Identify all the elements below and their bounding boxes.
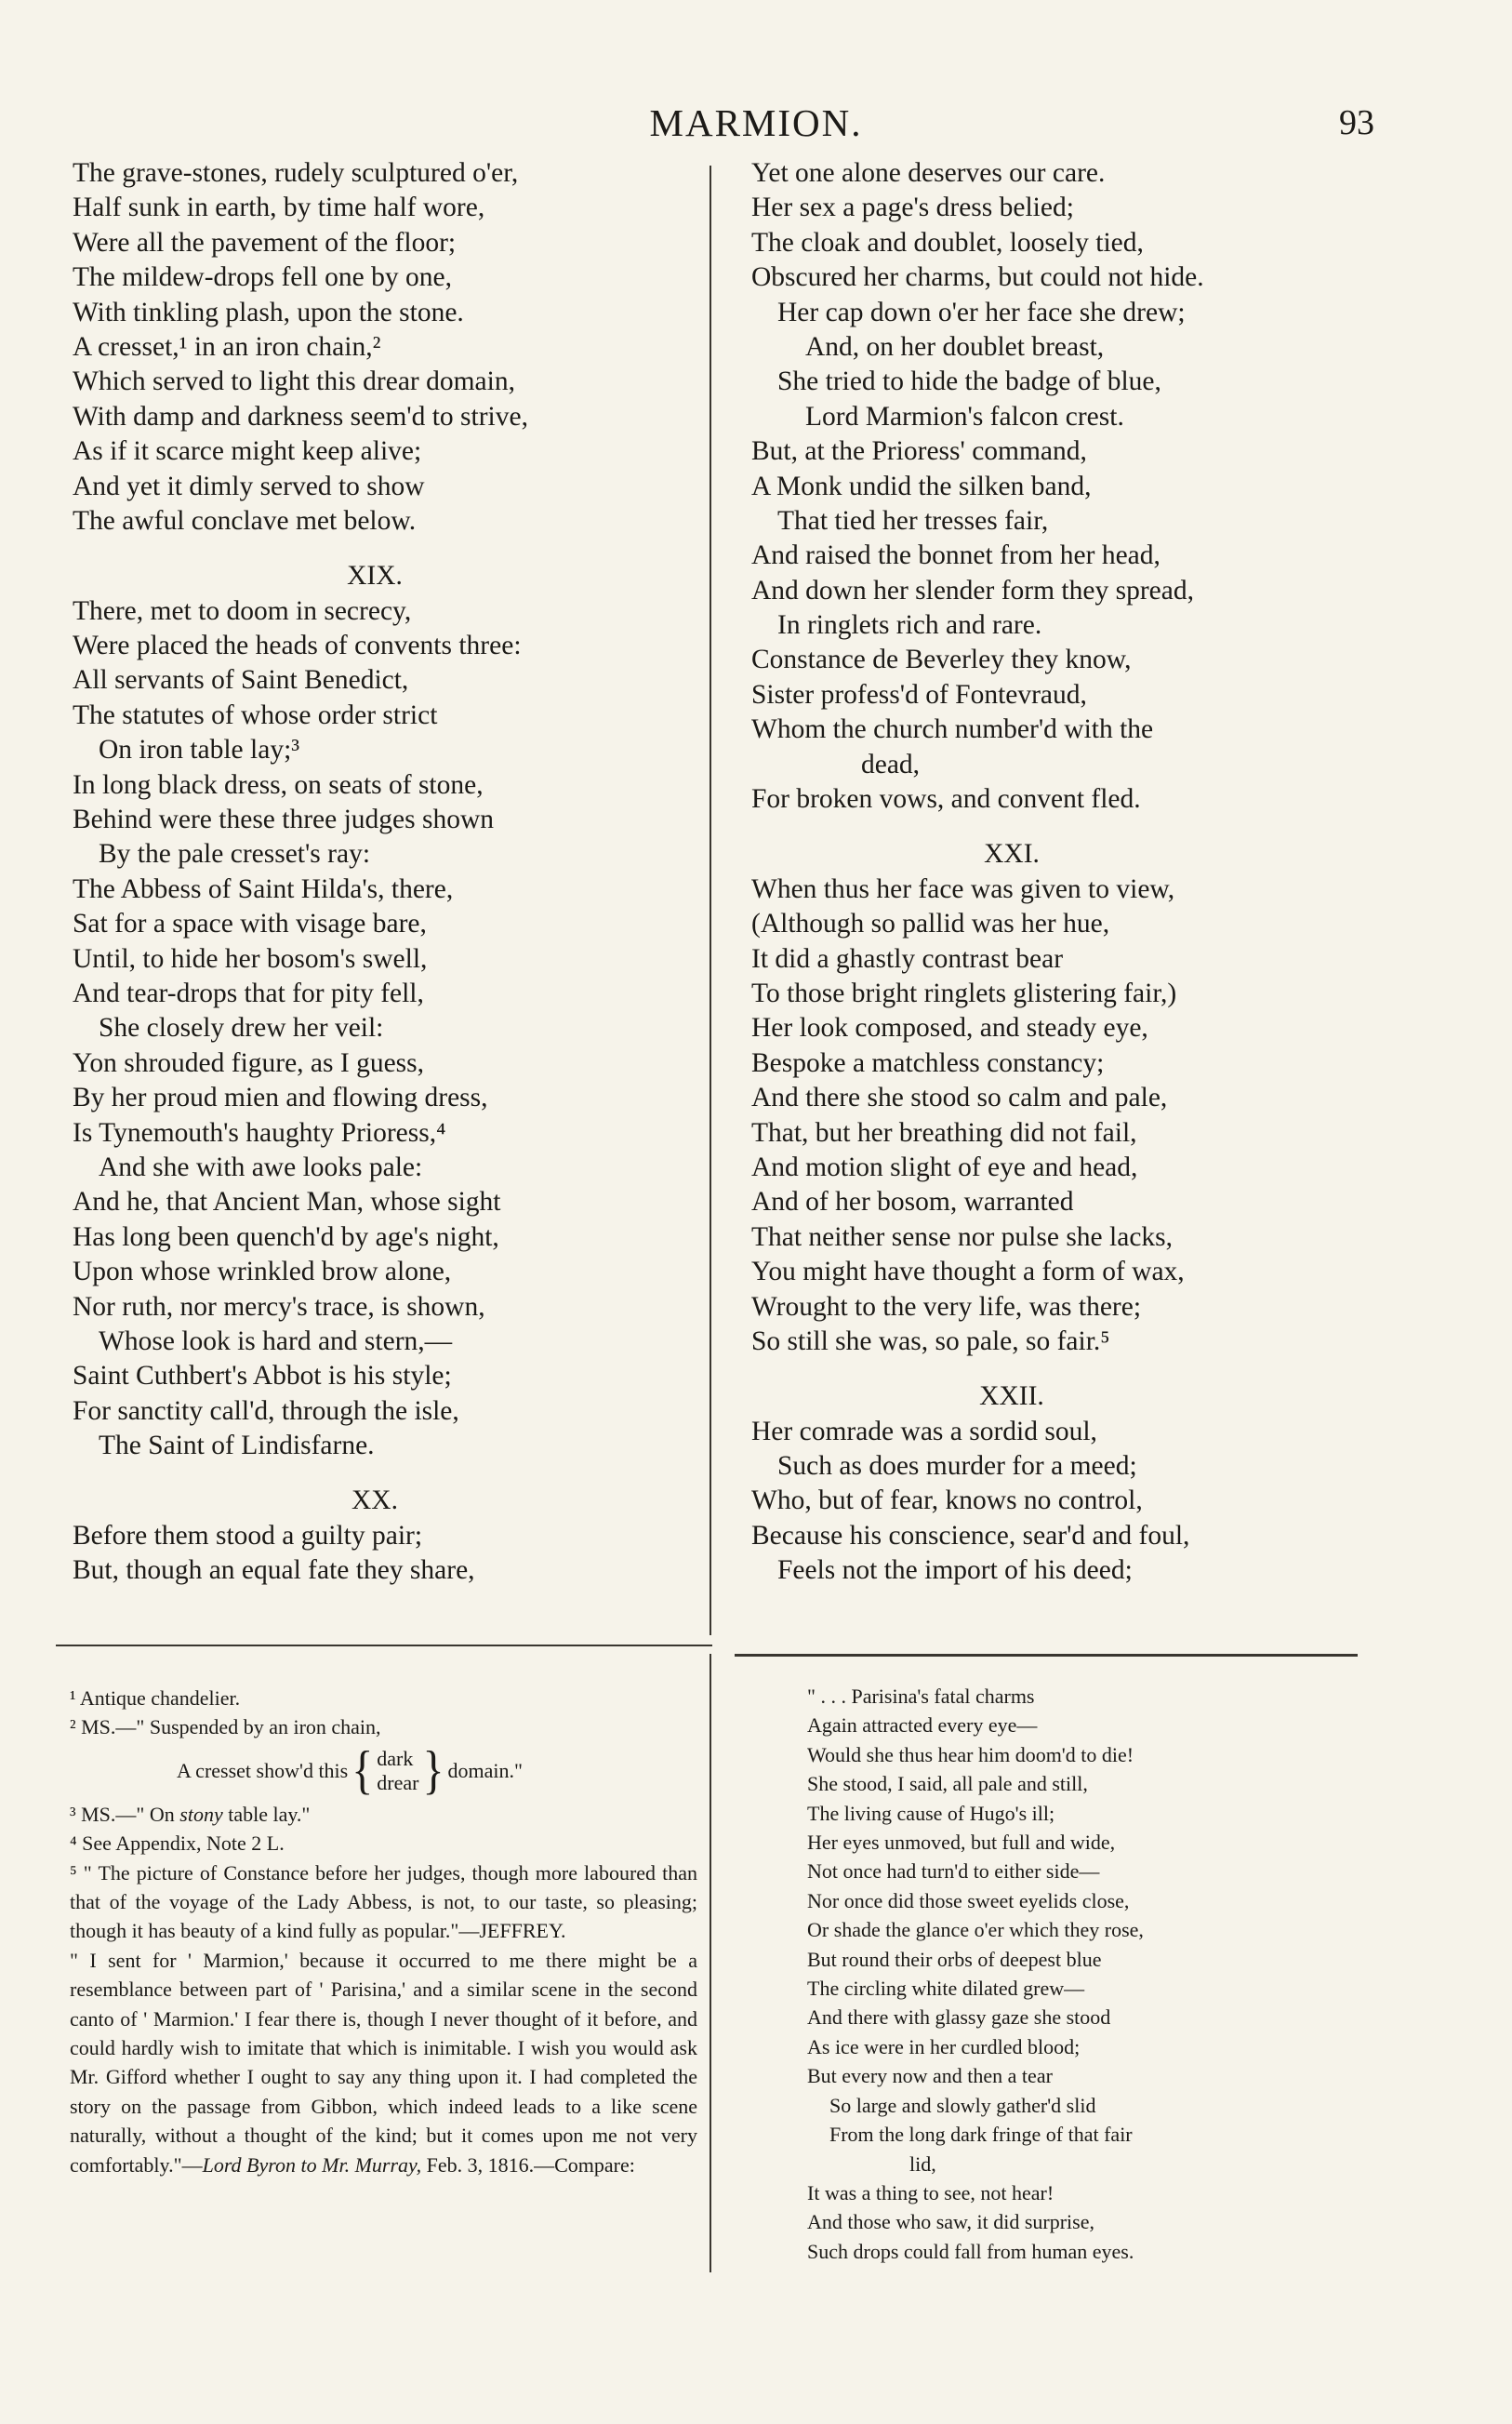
variant-option-dark: dark bbox=[377, 1746, 414, 1770]
footnote-rule-right bbox=[735, 1654, 1358, 1657]
quote-line: She stood, I said, all pale and still, bbox=[807, 1772, 1088, 1796]
verse-line: Half sunk in earth, by time half wore, bbox=[73, 193, 485, 223]
quote-line: Nor once did those sweet eyelids close, bbox=[807, 1888, 1130, 1912]
verse-line: Whose look is hard and stern,— bbox=[99, 1325, 453, 1356]
verse-line: She tried to hide the badge of blue, bbox=[777, 366, 1161, 397]
verse-line: The awful conclave met below. bbox=[73, 505, 417, 536]
verse-line: Her look composed, and steady eye, bbox=[751, 1013, 1148, 1044]
verse-line: With damp and darkness seem'd to strive, bbox=[73, 401, 528, 432]
verse-line: Whom the church number'd with the bbox=[751, 714, 1154, 745]
running-title: MARMION. bbox=[649, 101, 863, 144]
verse-line: As if it scarce might keep alive; bbox=[73, 436, 422, 467]
verse-line: And motion slight of eye and head, bbox=[751, 1152, 1138, 1182]
verse-line: Behind were these three judges shown bbox=[73, 805, 495, 835]
verse-line: But, at the Prioress' command, bbox=[751, 436, 1087, 467]
stanza-xxii bbox=[751, 1415, 1272, 1589]
verse-line: Has long been quench'd by age's night, bbox=[73, 1221, 499, 1252]
footnote-2-variant bbox=[70, 1742, 697, 1800]
quote-line: But every now and then a tear bbox=[807, 2064, 1053, 2088]
byron-letter-attribution: Lord Byron to Mr. Murray, bbox=[202, 2152, 422, 2177]
quote-line: But round their orbs of deepest blue bbox=[807, 1947, 1102, 1971]
verse-line: Her cap down o'er her face she drew; bbox=[777, 297, 1186, 327]
footnote-rule-left bbox=[56, 1645, 712, 1646]
footnote-3-suffix: table lay." bbox=[222, 1802, 311, 1826]
verse-line: Who, but of fear, knows no control, bbox=[751, 1485, 1143, 1516]
verse-line: And he, that Ancient Man, whose sight bbox=[73, 1187, 501, 1218]
verse-line: You might have thought a form of wax, bbox=[751, 1257, 1185, 1287]
verse-line: And yet it dimly served to show bbox=[73, 471, 425, 501]
verse-line: A Monk undid the silken band, bbox=[751, 471, 1092, 501]
stanza-xx bbox=[73, 1519, 677, 1589]
footnote-3-prefix: ³ MS.—" On bbox=[70, 1802, 180, 1826]
verse-line: She closely drew her veil: bbox=[99, 1013, 384, 1044]
variant-options bbox=[377, 1747, 418, 1795]
quote-line: Or shade the glance o'er which they rose, bbox=[807, 1918, 1144, 1942]
stanza-xxi bbox=[751, 872, 1272, 1359]
verse-line: It did a ghastly contrast bear bbox=[751, 943, 1064, 974]
quote-line: Not once had turn'd to either side— bbox=[807, 1859, 1100, 1884]
canto-heading-xxii: XXII. bbox=[979, 1381, 1044, 1412]
footnote-2: ² MS.—" Suspended by an iron chain, bbox=[70, 1715, 381, 1739]
verse-line: Because his conscience, sear'd and foul, bbox=[751, 1520, 1190, 1551]
verse-line: Until, to hide her bosom's swell, bbox=[73, 943, 428, 974]
footnote-3 bbox=[70, 1800, 697, 1829]
verse-line: And there she stood so calm and pale, bbox=[751, 1083, 1168, 1113]
verse-line: Feels not the import of his deed; bbox=[777, 1555, 1133, 1586]
footnote-5: ⁵ " The picture of Constance before her judges, though more laboured than that of the voyage of the Lady Abbess, is not, to our taste, so pleasing; though it has beauty of a kind fully as popular."—JEFFREY. bbox=[70, 1860, 697, 1943]
verse-line: And tear-drops that for pity fell, bbox=[73, 978, 424, 1008]
verse-line: To those bright ringlets glistering fair,) bbox=[751, 978, 1177, 1008]
verse-line: Wrought to the very life, was there; bbox=[751, 1291, 1142, 1322]
footnotes-right-parisina-quote bbox=[807, 1682, 1328, 2266]
footnote-4: ⁴ See Appendix, Note 2 L. bbox=[70, 1831, 285, 1856]
verse-line: That, but her breathing did not fail, bbox=[751, 1117, 1137, 1148]
column-divider bbox=[710, 166, 711, 1635]
poem-right-column bbox=[751, 156, 1272, 1589]
byron-letter-date: Feb. 3, 1816.—Compare: bbox=[421, 2152, 635, 2177]
quote-line: Her eyes unmoved, but full and wide, bbox=[807, 1831, 1116, 1855]
verse-line: (Although so pallid was her hue, bbox=[751, 909, 1110, 939]
verse-line: The cloak and doublet, loosely tied, bbox=[751, 227, 1144, 258]
verse-line: A cresset,¹ in an iron chain,² bbox=[73, 331, 381, 362]
stanza-xx-cont bbox=[751, 156, 1272, 817]
verse-line: All servants of Saint Benedict, bbox=[73, 665, 409, 696]
verse-line: Her sex a page's dress belied; bbox=[751, 193, 1074, 223]
verse-line: On iron table lay;³ bbox=[99, 735, 300, 766]
right-brace: } bbox=[422, 1740, 444, 1801]
variant-text-a: A cresset show'd this bbox=[177, 1759, 349, 1783]
verse-line: For sanctity call'd, through the isle, bbox=[73, 1395, 459, 1426]
verse-line: With tinkling plash, upon the stone. bbox=[73, 297, 464, 327]
quote-line: The circling white dilated grew— bbox=[807, 1977, 1085, 2001]
verse-line: The Saint of Lindisfarne. bbox=[99, 1431, 375, 1461]
quote-line: The living cause of Hugo's ill; bbox=[807, 1801, 1055, 1825]
verse-line: Bespoke a matchless constancy; bbox=[751, 1047, 1105, 1078]
quote-line: " . . . Parisina's fatal charms bbox=[807, 1685, 1035, 1708]
left-brace: { bbox=[351, 1740, 374, 1801]
verse-line: In long black dress, on seats of stone, bbox=[73, 769, 484, 800]
quote-line: Again attracted every eye— bbox=[807, 1713, 1038, 1738]
verse-line: And, on her doublet breast, bbox=[805, 331, 1105, 362]
verse-line: Were all the pavement of the floor; bbox=[73, 227, 457, 258]
quote-line: As ice were in her curdled blood; bbox=[807, 2034, 1081, 2058]
verse-line: There, met to doom in secrecy, bbox=[73, 595, 412, 626]
byron-letter-text: " I sent for ' Marmion,' because it occurred to me there might be a resemblance between part of ' Parisina,' and a similar scene in the second canto of ' Marmion.' I fear there is, though I never thought of it before, and could hardly wish to imitate that which is inimitable. I wish you would ask Mr. Gifford whether I ought to say any thing upon it. I had completed the story on the passage from Gibbon, which indeed leads to a like scene naturally, without a thought of the kind; but it comes upon me not very comfortably."— bbox=[70, 1948, 697, 2177]
verse-line: Saint Cuthbert's Abbot is his style; bbox=[73, 1361, 452, 1392]
canto-heading-xix: XIX. bbox=[347, 561, 403, 592]
verse-line: So still she was, so pale, so fair.⁵ bbox=[751, 1325, 1110, 1356]
verse-line: Upon whose wrinkled brow alone, bbox=[73, 1257, 452, 1287]
verse-line: And of her bosom, warranted bbox=[751, 1187, 1074, 1218]
footnote-3-emphasis: stony bbox=[179, 1802, 223, 1826]
verse-line: Sat for a space with visage bare, bbox=[73, 909, 427, 939]
verse-line: By her proud mien and flowing dress, bbox=[73, 1083, 488, 1113]
poem-left-column bbox=[73, 156, 677, 1589]
verse-line: Her comrade was a sordid soul, bbox=[751, 1416, 1097, 1446]
canto-heading-xx: XX. bbox=[351, 1485, 398, 1516]
verse-line: dead, bbox=[861, 749, 921, 779]
verse-line: The grave-stones, rudely sculptured o'er, bbox=[73, 158, 519, 188]
stanza-xix bbox=[73, 594, 677, 1464]
footnote-5-byron-letter bbox=[70, 1946, 697, 2179]
verse-line: In ringlets rich and rare. bbox=[777, 610, 1042, 641]
verse-line: The statutes of whose order strict bbox=[73, 699, 438, 730]
quote-line: And there with glassy gaze she stood bbox=[807, 2005, 1111, 2030]
quote-line: And those who saw, it did surprise, bbox=[807, 2210, 1094, 2234]
verse-line: Sister profess'd of Fontevraud, bbox=[751, 679, 1087, 710]
verse-line: Yon shrouded figure, as I guess, bbox=[73, 1047, 425, 1078]
verse-line: And down her slender form they spread, bbox=[751, 575, 1194, 606]
quote-line: So large and slowly gather'd slid bbox=[829, 2093, 1096, 2117]
verse-line: Constance de Beverley they know, bbox=[751, 645, 1132, 675]
verse-line: But, though an equal fate they share, bbox=[73, 1555, 475, 1586]
verse-line: Before them stood a guilty pair; bbox=[73, 1520, 423, 1551]
verse-line: And raised the bonnet from her head, bbox=[751, 540, 1161, 571]
verse-line: That neither sense nor pulse she lacks, bbox=[751, 1221, 1174, 1252]
verse-line: Is Tynemouth's haughty Prioress,⁴ bbox=[73, 1117, 446, 1148]
quote-line: It was a thing to see, not hear! bbox=[807, 2180, 1054, 2204]
verse-line: Such as does murder for a meed; bbox=[777, 1451, 1137, 1482]
stanza-xviii-end bbox=[73, 156, 677, 539]
verse-line: Nor ruth, nor mercy's trace, is shown, bbox=[73, 1291, 485, 1322]
verse-line: Were placed the heads of convents three: bbox=[73, 631, 522, 661]
variant-text-b: domain." bbox=[447, 1759, 523, 1783]
verse-line: When thus her face was given to view, bbox=[751, 873, 1175, 904]
verse-line: That tied her tresses fair, bbox=[777, 505, 1049, 536]
quote-line: Would she thus hear him doom'd to die! bbox=[807, 1742, 1134, 1766]
verse-line: Obscured her charms, but could not hide. bbox=[751, 262, 1204, 293]
quote-line: Such drops could fall from human eyes. bbox=[807, 2239, 1134, 2263]
verse-line: Lord Marmion's falcon crest. bbox=[805, 401, 1124, 432]
verse-line: Which served to light this drear domain, bbox=[73, 366, 515, 397]
footnote-divider bbox=[710, 1654, 711, 2272]
verse-line: And she with awe looks pale: bbox=[99, 1152, 423, 1182]
verse-line: By the pale cresset's ray: bbox=[99, 839, 371, 870]
footnotes-left bbox=[70, 1684, 697, 2179]
variant-option-drear: drear bbox=[377, 1770, 419, 1794]
verse-line: Yet one alone deserves our care. bbox=[751, 158, 1106, 188]
quote-line: From the long dark fringe of that fair bbox=[829, 2123, 1133, 2147]
footnote-1: ¹ Antique chandelier. bbox=[70, 1686, 241, 1710]
page-header bbox=[0, 100, 1512, 149]
verse-line: The Abbess of Saint Hilda's, there, bbox=[73, 873, 454, 904]
verse-line: The mildew-drops fell one by one, bbox=[73, 262, 452, 293]
verse-line: For broken vows, and convent fled. bbox=[751, 784, 1141, 815]
page-number: 93 bbox=[1339, 103, 1374, 142]
canto-heading-xxi: XXI. bbox=[984, 839, 1040, 870]
quote-line: lid, bbox=[909, 2151, 936, 2176]
